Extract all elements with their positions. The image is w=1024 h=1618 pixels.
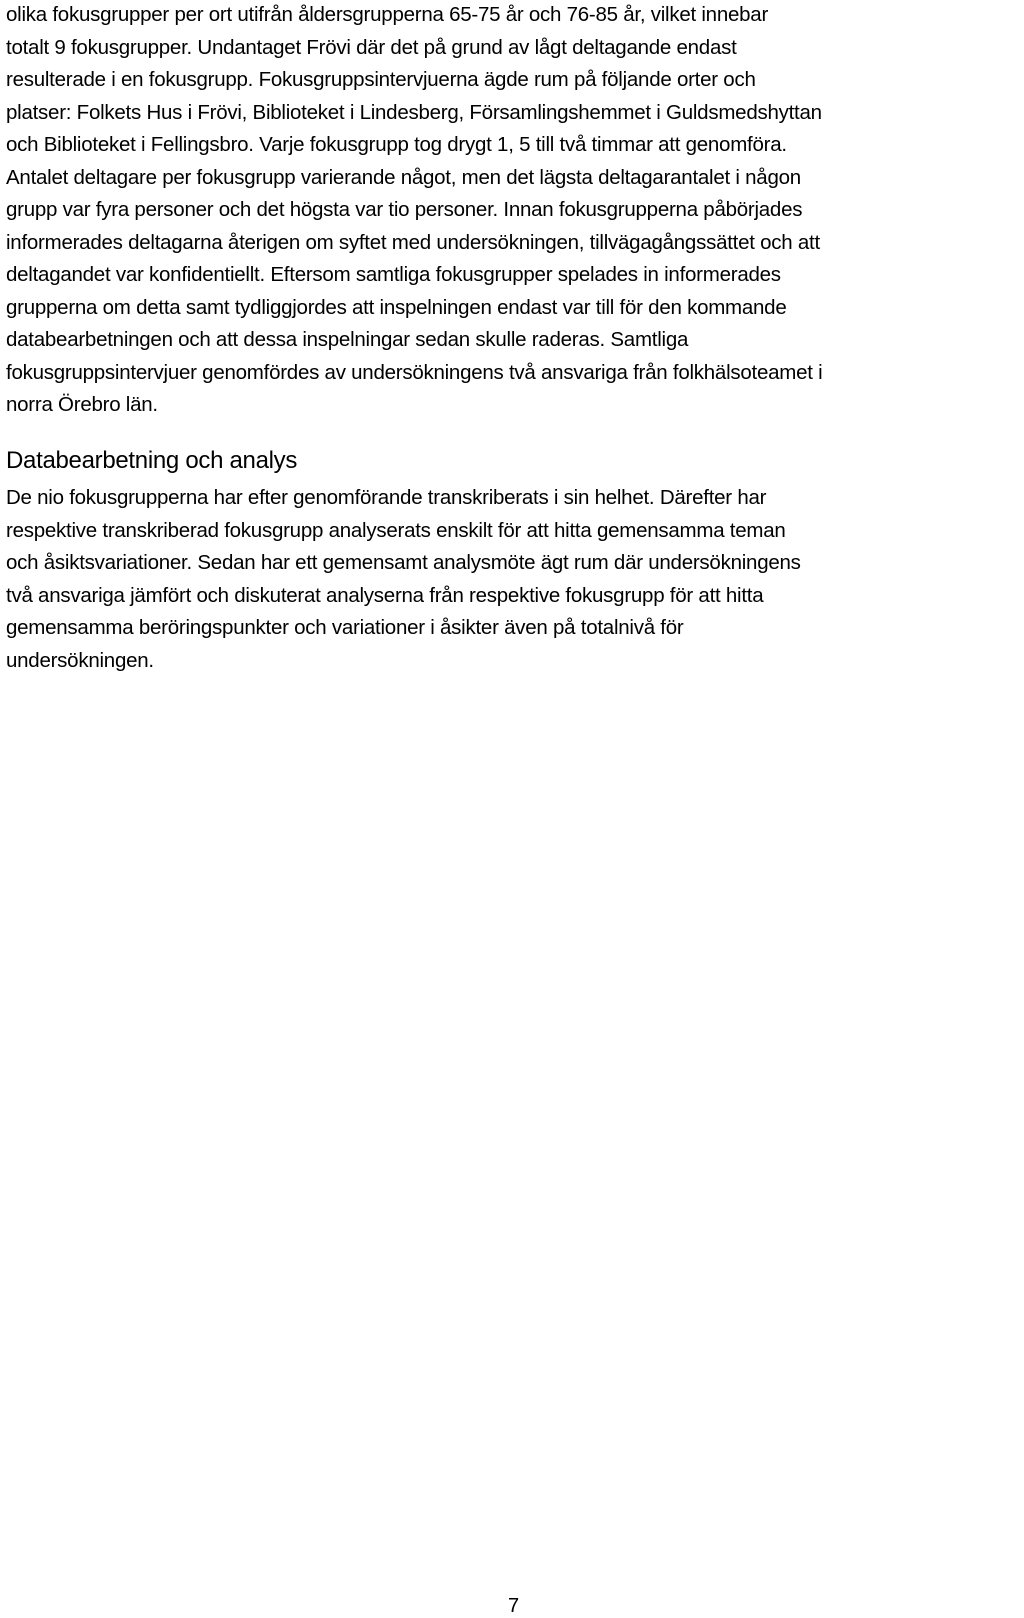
text-line: gemensamma beröringspunkter och variationer i åsikter även på totalnivå för (6, 616, 684, 639)
body-paragraph-method (6, 0, 1016, 422)
text-line: informerades deltagarna återigen om syftet med undersökningen, tillvägagångssättet och att (6, 230, 820, 254)
text-line: norra Örebro län. (6, 393, 158, 416)
page-number: 7 (508, 1595, 520, 1617)
text-line: Antalet deltagare per fokusgrupp varierande något, men det lägsta deltagarantalet i någon (6, 165, 801, 189)
document-page (6, 0, 1016, 1618)
section-heading: Databearbetning och analys (6, 447, 298, 474)
text-line: resulterade i en fokusgrupp. Fokusgruppsintervjuerna ägde rum på följande orter och (6, 68, 756, 91)
text-line: platser: Folkets Hus i Frövi, Biblioteket i Lindesberg, Församlingshemmet i Guldsmedshyttan (6, 100, 822, 124)
text-line: och åsiktsvariationer. Sedan har ett gemensamt analysmöte ägt rum där undersökningens (6, 551, 801, 574)
text-line: respektive transkriberad fokusgrupp analyserats enskilt för att hitta gemensamma teman (6, 518, 786, 542)
text-line: totalt 9 fokusgrupper. Undantaget Frövi där det på grund av lågt deltagande endast (6, 35, 737, 59)
text-line: undersökningen. (6, 648, 154, 672)
body-paragraph-analysis (6, 482, 1006, 677)
text-line: deltagandet var konfidentiellt. Eftersom samtliga fokusgrupper spelades in informerades (6, 263, 781, 286)
text-line: två ansvariga jämfört och diskuterat analyserna från respektive fokusgrupp för att hitta (6, 583, 764, 607)
text-line: grupp var fyra personer och det högsta var tio personer. Innan fokusgrupperna påbörjades (6, 198, 803, 221)
text-line: grupperna om detta samt tydliggjordes att inspelningen endast var till för den kommande (6, 295, 787, 319)
text-line: olika fokusgrupper per ort utifrån åldersgrupperna 65-75 år och 76-85 år, vilket innebar (6, 3, 769, 26)
text-line: och Biblioteket i Fellingsbro. Varje fokusgrupp tog drygt 1, 5 till två timmar att genomföra. (6, 133, 787, 156)
text-line: De nio fokusgrupperna har efter genomförande transkriberats i sin helhet. Därefter har (6, 486, 767, 509)
text-line: fokusgruppsintervjuer genomfördes av undersökningens två ansvariga från folkhälsoteamet i (6, 360, 823, 384)
text-line: databearbetningen och att dessa inspelningar sedan skulle raderas. Samtliga (6, 328, 689, 351)
